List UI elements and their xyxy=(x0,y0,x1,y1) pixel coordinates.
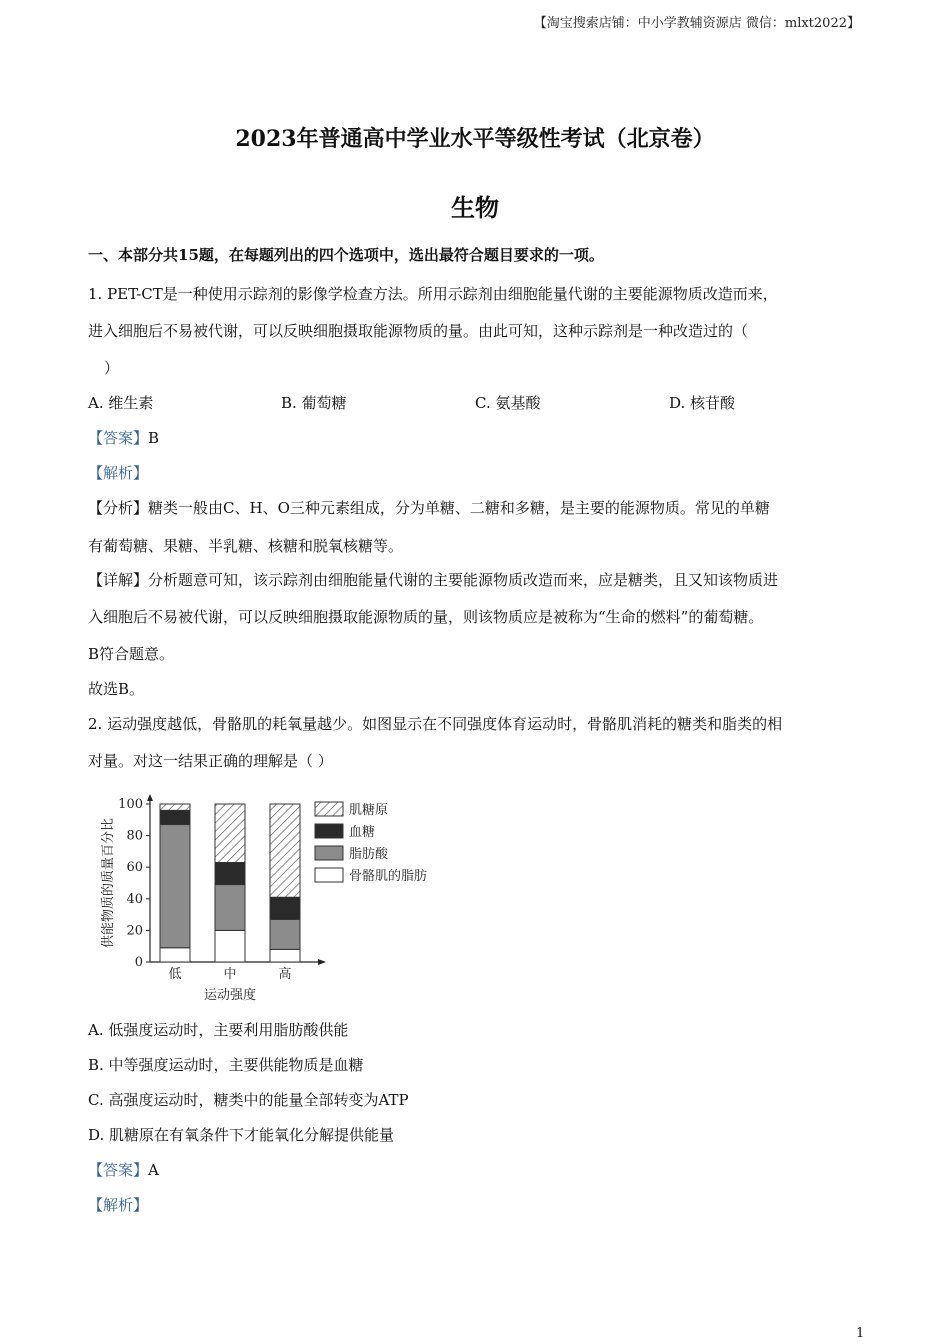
q1-stem-line2: 进入细胞后不易被代谢，可以反映细胞摄取能源物质的量。由此可知，这种示踪剂是一种改造过的（ xyxy=(88,322,749,340)
q2-stem-line1: 2. 运动强度越低，骨骼肌的耗氧量越少。如图显示在不同强度体育运动时，骨骼肌消耗的糖类和脂类的相 xyxy=(88,715,783,733)
y-tick-label: 60 xyxy=(126,860,143,876)
x-tick-label: 低 xyxy=(168,967,182,982)
q1-xiangjie-line2: 入细胞后不易被代谢，可以反映细胞摄取能源物质的量，则该物质应是被称为“生命的燃料”的葡萄糖。 xyxy=(88,608,764,626)
q2-option-a: A. 低强度运动时，主要利用脂肪酸供能 xyxy=(88,1021,349,1039)
subject-title: 生物 xyxy=(451,193,499,222)
x-axis-arrow xyxy=(318,959,326,965)
exam-title: 2023年普通高中学业水平等级性考试（北京卷） xyxy=(235,126,715,152)
bar-segment xyxy=(215,885,245,931)
bar-segment xyxy=(160,825,190,948)
x-tick-label: 高 xyxy=(278,967,292,982)
legend-label: 肌糖原 xyxy=(349,803,389,818)
y-tick-label: 80 xyxy=(126,828,143,844)
legend-label: 血糖 xyxy=(349,825,376,840)
y-axis-arrow xyxy=(147,794,153,801)
bar-segment xyxy=(160,804,190,810)
x-tick-label: 中 xyxy=(223,967,237,982)
bar-segment xyxy=(160,948,190,962)
bar-segment xyxy=(215,862,245,884)
x-axis-label: 运动强度 xyxy=(203,988,257,1003)
page-number: 1 xyxy=(856,1326,865,1341)
energy-source-chart xyxy=(95,790,455,1010)
xiangjie-tag: 【详解】 xyxy=(88,571,149,589)
q1-analysis-tag: 【解析】 xyxy=(88,464,149,482)
q2-option-b: B. 中等强度运动时，主要供能物质是血糖 xyxy=(88,1056,364,1074)
legend-swatch xyxy=(315,824,343,838)
legend-swatch xyxy=(315,802,343,816)
q1-stem-line1: 1. PET-CT是一种使用示踪剂的影像学检查方法。所用示踪剂由细胞能量代谢的主要能源物质改造而来， xyxy=(88,285,778,303)
q2-analysis-tag: 【解析】 xyxy=(88,1196,149,1214)
y-tick-label: 100 xyxy=(118,797,143,812)
q2-option-d: D. 肌糖原在有氧条件下才能氧化分解提供能量 xyxy=(88,1126,395,1144)
legend-label: 骨骼肌的脂肪 xyxy=(349,869,428,884)
answer-tag: 【答案】 xyxy=(88,1161,149,1179)
header-note: 【淘宝搜索店铺：中小学教辅资源店 微信：mlxt2022】 xyxy=(533,16,860,31)
xiangjie-text: 分析题意可知，该示踪剂由细胞能量代谢的主要能源物质改造而来，应是糖类，且又知该物质进 xyxy=(148,571,779,589)
answer-value: B xyxy=(148,429,160,447)
answer-value: A xyxy=(148,1161,159,1179)
bar-segment xyxy=(215,804,245,862)
bar-segment xyxy=(270,897,300,919)
y-axis-label: 供能物质的质量百分比 xyxy=(101,817,116,949)
bar-segment xyxy=(270,804,300,897)
y-tick-label: 20 xyxy=(126,923,143,939)
q1-option-a: A. 维生素 xyxy=(88,394,154,412)
q1-answer xyxy=(88,427,159,448)
legend-swatch xyxy=(315,846,343,860)
q1-fenxi-line2: 有葡萄糖、果糖、半乳糖、核糖和脱氧核糖等。 xyxy=(88,537,404,555)
legend-swatch xyxy=(315,868,343,882)
q1-xiangjie-line1 xyxy=(88,569,778,590)
fenxi-tag: 【分析】 xyxy=(88,499,149,517)
bar-segment xyxy=(215,930,245,962)
bar-segment xyxy=(270,919,300,949)
q2-answer xyxy=(88,1159,159,1180)
q2-option-c: C. 高强度运动时，糖类中的能量全部转变为ATP xyxy=(88,1091,409,1109)
bar-segment xyxy=(160,810,190,824)
answer-tag: 【答案】 xyxy=(88,429,149,447)
q1-option-b: B. 葡萄糖 xyxy=(281,394,347,412)
legend-label: 脂肪酸 xyxy=(349,847,389,862)
bar-segment xyxy=(270,949,300,962)
q1-fenxi-line1 xyxy=(88,497,770,518)
q1-option-d: D. 核苷酸 xyxy=(669,394,736,412)
q1-stem-line3: ） xyxy=(104,359,120,377)
y-tick-label: 40 xyxy=(126,891,143,907)
q2-stem-line2: 对量。对这一结果正确的理解是（ ） xyxy=(88,752,333,770)
y-tick-label: 0 xyxy=(134,955,143,970)
fenxi-text: 糖类一般由C、H、O三种元素组成，分为单糖、二糖和多糖，是主要的能源物质。常见的单糖 xyxy=(148,499,770,517)
section-heading: 一、本部分共15题，在每题列出的四个选项中，选出最符合题目要求的一项。 xyxy=(88,246,604,264)
q1-conclusion: 故选B。 xyxy=(88,680,145,698)
q1-option-c: C. 氨基酸 xyxy=(475,394,541,412)
q1-xiangjie-line3: B符合题意。 xyxy=(88,645,175,663)
